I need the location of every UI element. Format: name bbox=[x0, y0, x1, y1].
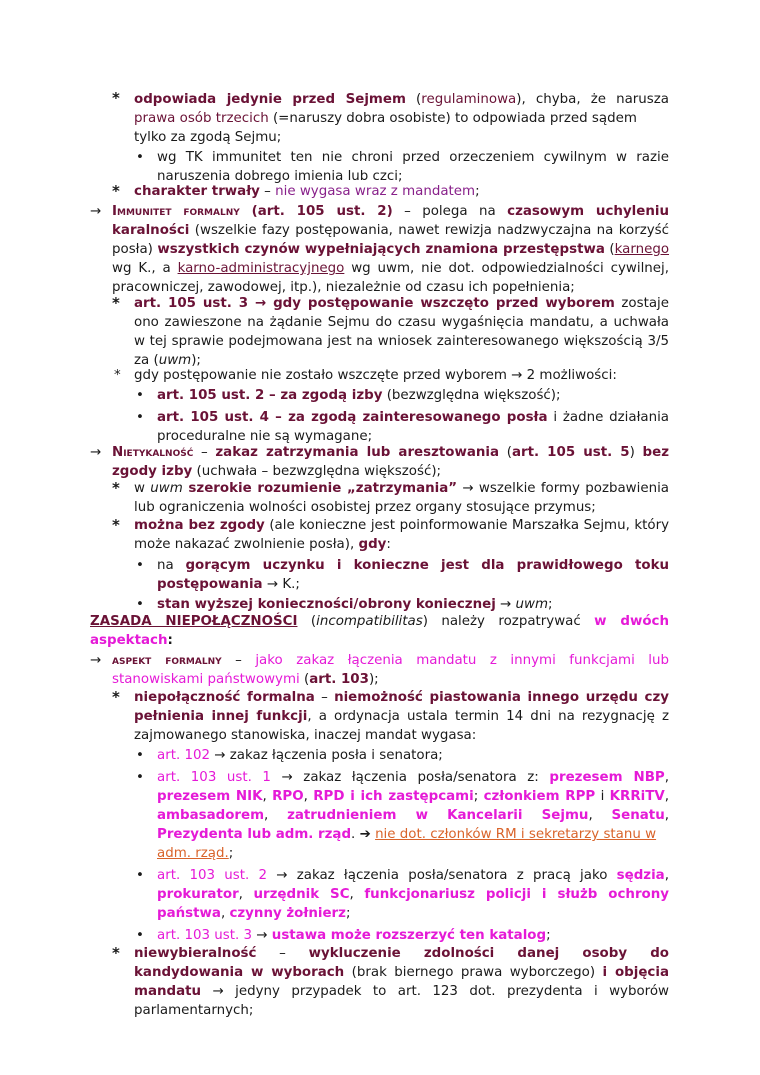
text-line: adm. rząd.; bbox=[157, 846, 234, 861]
text-line: tylko za zgodą Sejmu; bbox=[134, 130, 282, 145]
text-line: zajmowanego stanowiska, inaczej mandat wygasa: bbox=[134, 728, 477, 743]
text-line: można bez zgody (ale konieczne jest poinformowanie Marszałka Sejmu, który bbox=[134, 518, 669, 533]
text-line: ambasadorem, zatrudnieniem w Kancelarii Sejmu, Senatu, bbox=[157, 808, 669, 823]
text-line: wg K., a karno-administracyjnego wg uwm, nie dot. odpowiedzialności cywilnej, bbox=[112, 261, 669, 276]
text-line: stanowiskami państwowymi (art. 103); bbox=[112, 672, 379, 687]
text-line: art. 105 ust. 2 – za zgodą izby (bezwzględna większość); bbox=[157, 388, 561, 403]
section-heading: ZASADA NIEPOŁĄCZNOŚCI (incompatibilitas) należy rozpatrywać w dwóch bbox=[90, 614, 669, 629]
text-line: lub ograniczenia wolności osobistej przez organy stosujące przymus; bbox=[134, 500, 596, 515]
text-line: prokurator, urzędnik SC, funkcjonariusz policji i służb ochrony bbox=[157, 887, 670, 902]
text-line: państwa, czynny żołnierz; bbox=[157, 906, 351, 921]
text-line: prawa osób trzecich (=naruszy dobra osobiste) to odpowiada przed sądem bbox=[134, 111, 637, 126]
text-line: art. 103 ust. 3 → ustawa może rozszerzyć ten katalog; bbox=[157, 928, 551, 943]
arrow-bullet: → bbox=[90, 445, 102, 460]
text-line: Nietykalność – zakaz zatrzymania lub aresztowania (art. 105 ust. 5) bez bbox=[112, 445, 669, 460]
text-line: odpowiada jedynie przed Sejmem (regulaminowa), chyba, że narusza bbox=[134, 92, 669, 107]
text-line: posła) wszystkich czynów wypełniających znamiona przestępstwa (karnego bbox=[112, 242, 670, 257]
text-line: stan wyższej konieczności/obrony koniecznej → uwm; bbox=[157, 597, 553, 612]
text-line: niewybieralność – wykluczenie zdolności danej osoby do bbox=[134, 946, 669, 961]
text-line: wg TK immunitet ten nie chroni przed orzeczeniem cywilnym w razie bbox=[157, 150, 669, 165]
round-bullet: • bbox=[136, 388, 144, 403]
text-line: art. 105 ust. 3 → gdy postępowanie wszczęto przed wyborem zostaje bbox=[134, 296, 669, 311]
text-line: pełnienia innej funkcji, a ordynacja ustala termin 14 dni na rezygnację z bbox=[134, 709, 669, 724]
round-bullet: • bbox=[136, 770, 144, 785]
arrow-bullet: → bbox=[90, 204, 102, 219]
text-line: prezesem NIK, RPO, RPD i ich zastępcami; członkiem RPP i KRRiTV, bbox=[157, 789, 669, 804]
round-bullet: • bbox=[136, 150, 144, 165]
text-line: charakter trwały – nie wygasa wraz z mandatem; bbox=[134, 184, 480, 199]
round-bullet: • bbox=[136, 558, 144, 573]
text-line: zgody izby (uchwała – bezwzględna większość); bbox=[112, 464, 442, 479]
text-line: postępowania → K.; bbox=[157, 577, 300, 592]
text-line: w uwm szerokie rozumienie „zatrzymania” → wszelkie formy pozbawienia bbox=[134, 481, 669, 496]
star-bullet: * bbox=[112, 89, 120, 107]
text-line: art. 103 ust. 2 → zakaz łączenia posła/senatora z pracą jako sędzia, bbox=[157, 868, 669, 883]
round-bullet: • bbox=[136, 597, 144, 612]
text-line: ono zawieszone na żądanie Sejmu do czasu wygaśnięcia mandatu, a uchwała bbox=[134, 315, 669, 330]
text-line: art. 102 → zakaz łączenia posła i senatora; bbox=[157, 748, 443, 763]
text-line: niepołączność formalna – niemożność piastowania innego urzędu czy bbox=[134, 690, 669, 705]
star-bullet: * bbox=[114, 368, 121, 383]
text-line: w tej sprawie podejmowana jest na wniosek zainteresowanego większością 3/5 bbox=[134, 334, 669, 349]
star-bullet: * bbox=[112, 294, 120, 312]
star-bullet: * bbox=[112, 182, 120, 200]
star-bullet: * bbox=[112, 944, 120, 962]
text-line: aspektach: bbox=[90, 633, 173, 648]
arrow-bullet: → bbox=[90, 653, 102, 668]
star-bullet: * bbox=[112, 479, 120, 497]
text-line: gdy postępowanie nie zostało wszczęte przed wyborem → 2 możliwości: bbox=[134, 368, 617, 383]
text-line: art. 105 ust. 4 – za zgodą zainteresowanego posła i żadne działania bbox=[157, 410, 669, 425]
round-bullet: • bbox=[136, 868, 144, 883]
text-line: parlamentarnych; bbox=[134, 1003, 254, 1018]
text-line: Immunitet formalny (art. 105 ust. 2) – polega na czasowym uchyleniu bbox=[112, 204, 669, 219]
round-bullet: • bbox=[136, 748, 144, 763]
round-bullet: • bbox=[136, 410, 144, 425]
text-line: mandatu → jedyny przypadek to art. 123 dot. prezydenta i wyborów bbox=[134, 984, 669, 999]
text-line: aspekt formalny – jako zakaz łączenia mandatu z innymi funkcjami lub bbox=[112, 653, 669, 668]
star-bullet: * bbox=[112, 688, 120, 706]
text-line: za (uwm); bbox=[134, 353, 201, 368]
star-bullet: * bbox=[112, 516, 120, 534]
text-line: naruszenia dobrego imienia lub czci; bbox=[157, 169, 403, 184]
text-line: art. 103 ust. 1 → zakaz łączenia posła/senatora z: prezesem NBP, bbox=[157, 770, 669, 785]
text-line: pracowniczej, zawodowej, itp.), niezależnie od czasu ich popełnienia; bbox=[112, 280, 575, 295]
text-line: na gorącym uczynku i konieczne jest dla prawidłowego toku bbox=[157, 558, 670, 573]
text-line: Prezydenta lub adm. rząd. ➔ nie dot. członków RM i sekretarzy stanu w bbox=[157, 827, 657, 842]
text-line: kandydowania w wyborach (brak biernego prawa wyborczego) i objęcia bbox=[134, 965, 669, 980]
bold-arrow-icon: ➔ bbox=[359, 827, 371, 842]
round-bullet: • bbox=[136, 928, 144, 943]
text-line: karalności (wszelkie fazy postępowania, nawet rewizja nadzwyczajna na korzyść bbox=[112, 223, 669, 238]
text-line: proceduralne nie są wymagane; bbox=[157, 429, 373, 444]
text-line: może nakazać zwolnienie posła), gdy: bbox=[134, 537, 391, 552]
